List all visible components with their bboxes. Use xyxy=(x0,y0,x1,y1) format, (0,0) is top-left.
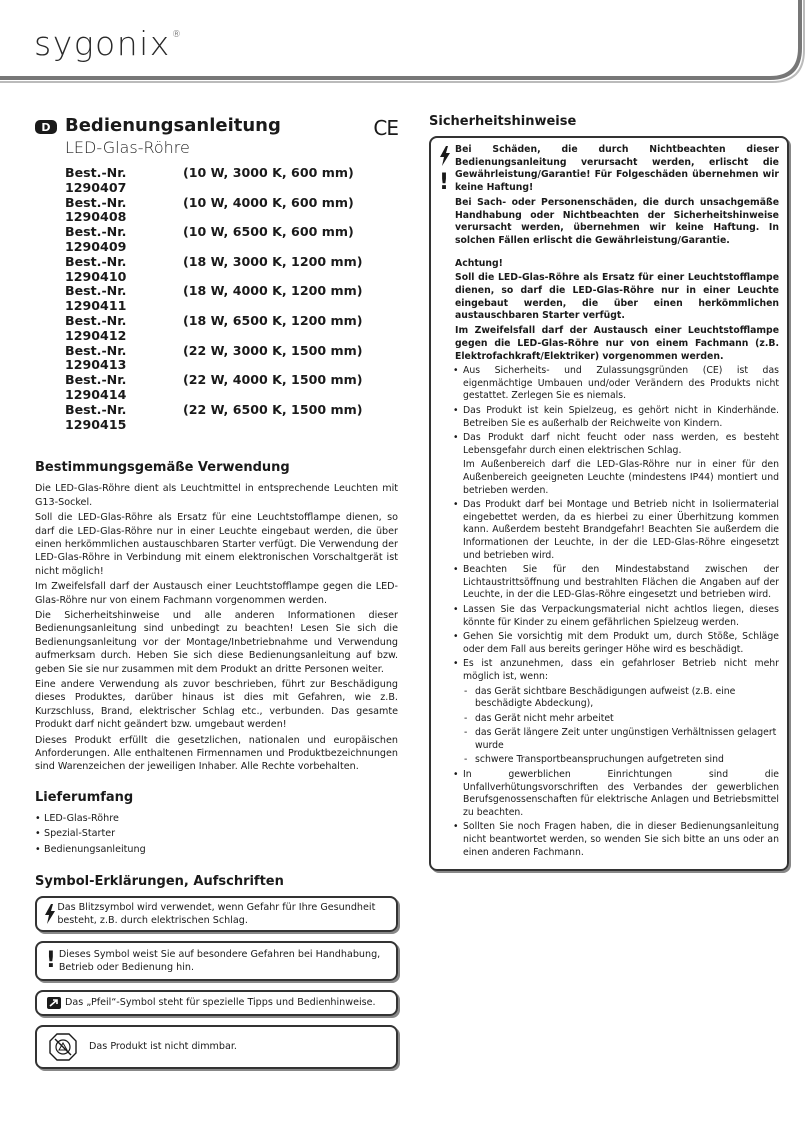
left-column xyxy=(35,114,398,1078)
safety-subparagraph: Im Außenbereich darf die LED-Glas-Röhre nur in einer für den Außenbereich geeigneten Leuchte (mindestens IP44) montiert und betrieben werden. xyxy=(463,459,779,496)
safety-intro: Bei Schäden, die durch Nichtbeachten dieser Bedienungsanleitung verursacht werden, erlischt die Gewährleistung/Garantie! Für Folgeschäden übernehmen wir keine Haftung! xyxy=(455,144,779,194)
usage-paragraph: Die LED-Glas-Röhre dient als Leuchtmittel in entsprechende Leuchten mit G13-Sockel. xyxy=(35,483,398,508)
scope-heading: Lieferumfang xyxy=(35,789,134,805)
safety-item: • Sollten Sie noch Fragen haben, die in dieser Bedienungsanleitung nicht beantwortet werden, so wenden Sie sich bitte an uns oder an einen anderen Fachmann. xyxy=(453,821,779,859)
order-row: Best.-Nr. 1290413 (22 W, 3000 K, 1500 mm) xyxy=(65,342,363,373)
safety-item: • In gewerblichen Einrichtungen sind die Unfallverhütungsvorschriften des Verbandes der gewerblichen Berufsgenossenschaften für elektrische Anlagen und Betriebsmittel zu beachten. xyxy=(453,769,779,819)
exclamation-icon: ! xyxy=(439,170,450,195)
order-row: Best.-Nr. 1290414 (22 W, 4000 K, 1500 mm) xyxy=(65,372,363,402)
order-row: Best.-Nr. 1290408 (10 W, 4000 K, 600 mm) xyxy=(65,194,354,225)
lightning-icon xyxy=(43,904,57,924)
order-row: Best.-Nr. 1290407 (10 W, 3000 K, 600 mm) xyxy=(65,165,354,195)
safety-item: • Lassen Sie das Verpackungsmaterial nicht achtlos liegen, dieses könnte für Kinder zu einem gefährlichen Spielzeug werden. xyxy=(453,604,779,629)
exclamation-symbol-text: Dieses Symbol weist Sie auf besondere Gefahren bei Handhabung, Betrieb oder Bedienung hin. xyxy=(58,948,381,974)
lightning-icon xyxy=(439,146,453,170)
order-row: Best.-Nr. 1290412 (18 W, 6500 K, 1200 mm) xyxy=(65,312,363,343)
safety-item: • Das Produkt darf nicht feucht oder nass werden, es besteht Lebensgefahr durch einen elektrischen Schlag. xyxy=(453,432,779,457)
bolt-symbol-box xyxy=(35,896,398,932)
document-subtitle: LED-Glas-Röhre xyxy=(65,138,190,157)
dimmable-symbol-box xyxy=(35,1025,398,1069)
arrow-symbol-text: Das „Pfeil“-Symbol steht für spezielle Tipps und Bedienhinweise. xyxy=(65,997,376,1009)
usage-paragraph: Soll die LED-Glas-Röhre als Ersatz für eine Leuchtstofflampe dienen, so darf die LED-Glas-Röhre nur in einer Leuchte eingebaut werden, die über einen herkömmlichen austauschbaren Starter verfügt. Die Verwendung der LED-Glas-Röhre in Verbindung mit einem elektronischen Vorschaltgerät ist nicht möglich! xyxy=(35,512,398,577)
order-row: Best.-Nr. 1290409 (10 W, 6500 K, 600 mm) xyxy=(65,224,354,254)
attention-text: Im Zweifelsfall darf der Austausch einer Leuchtstofflampe gegen die LED-Glas-Röhre nur von einem Fachmann (z.B. Elektrofachkraft/Elektriker) vorgenommen werden. xyxy=(455,325,779,362)
order-row: Best.-Nr. 1290415 (22 W, 6500 K, 1500 mm) xyxy=(65,401,363,432)
safety-item: • Das Produkt ist kein Spielzeug, es gehört nicht in Kinderhände. Betreiben Sie es außerhalb der Reichweite von Kindern. xyxy=(453,405,779,430)
ce-mark: CE xyxy=(373,116,398,140)
usage-paragraph: Im Zweifelsfall darf der Austausch einer Leuchtstofflampe gegen die LED-Glas-Röhre nur von einem Fachmann vorgenommen werden. xyxy=(35,581,398,606)
safety-item: • Aus Sicherheits- und Zulassungsgründen (CE) ist das eigenmächtige Umbauen und/oder Verändern des Produkts nicht gestattet. Zerlegen Sie es niemals. xyxy=(453,365,779,403)
right-column xyxy=(429,114,789,871)
brand-logo: sygonix® xyxy=(34,24,183,63)
safety-subitem: - schwere Transportbeanspruchungen aufgetreten sind xyxy=(463,754,779,767)
attention-label: Achtung! xyxy=(455,257,503,269)
symbols-heading: Symbol-Erklärungen, Aufschriften xyxy=(35,874,284,890)
arrow-symbol-box xyxy=(35,990,398,1016)
safety-heading: Sicherheitshinweise xyxy=(429,114,577,129)
arrow-icon xyxy=(43,997,65,1009)
safety-subitem: - das Gerät sichtbare Beschädigungen aufweist (z.B. eine beschädigte Abdeckung), xyxy=(463,686,779,711)
list-item: • LED-Glas-Röhre xyxy=(35,812,398,825)
dimmable-symbol-text: Das Produkt ist nicht dimmbar. xyxy=(89,1041,237,1053)
safety-box xyxy=(429,136,789,871)
usage-heading: Bestimmungsgemäße Verwendung xyxy=(35,460,290,476)
safety-subitem: - das Gerät nicht mehr arbeitet xyxy=(463,713,779,726)
order-row: Best.-Nr. 1290411 (18 W, 4000 K, 1200 mm) xyxy=(65,283,363,314)
language-badge: D xyxy=(35,120,57,134)
document-title: Bedienungsanleitung xyxy=(65,115,281,136)
safety-subitem: - das Gerät längere Zeit unter ungünstigen Verhältnissen gelagert wurde xyxy=(463,727,779,752)
usage-paragraph: Dieses Produkt erfüllt die gesetzlichen, nationalen und europäischen Anforderungen. Alle enthaltenen Firmennamen und Produktbezeichnungen sind Warenzeichen der jeweiligen Inhaber. Alle Rechte vorbehalten. xyxy=(35,734,398,773)
usage-paragraph: Eine andere Verwendung als zuvor beschrieben, führt zur Beschädigung dieses Produktes, darüber hinaus ist dies mit Gefahren, wie z.B. Kurzschluss, Brand, elektrischer Schlag etc., verbunden. Das gesamte Produkt darf nicht geändert bzw. umgebaut werden! xyxy=(35,679,398,731)
safety-icons xyxy=(439,146,453,194)
not-dimmable-icon xyxy=(43,1033,83,1061)
safety-intro: Bei Sach- oder Personenschäden, die durch unsachgemäße Handhabung oder Nichtbeachten der Sicherheitshinweise verursacht werden, übernehmen wir keine Haftung. In solchen Fällen erlischt die Gewährleistung/Garantie. xyxy=(455,196,779,246)
attention-text: Soll die LED-Glas-Röhre als Ersatz für einer Leuchtstofflampe dienen, so darf die LED-Glas-Röhre nur in einer Leuchte eingebaut werden, die über einen herkömmlichen austauschbaren Starter verfügt. xyxy=(455,272,779,322)
safety-item: • Das Produkt darf bei Montage und Betrieb nicht in Isoliermaterial eingebettet werden, da es hierbei zu einer Überhitzung kommen kann. Außerdem besteht Brandgefahr! Beachten Sie außerdem die Informationen der Leuchte, in der die LED-Glas-Röhre eingesetzt und betrieben wird. xyxy=(453,499,779,562)
bolt-symbol-text: Das Blitzsymbol wird verwendet, wenn Gefahr für Ihre Gesundheit besteht, z.B. durch elektrischen Schlag. xyxy=(57,901,376,927)
usage-paragraph: Die Sicherheitshinweise und alle anderen Informationen dieser Bedienungsanleitung sind unbedingt zu beachten! Lesen Sie sich die Bedienungsanleitung vor der Montage/Inbetriebnahme und Verwendung aufmerksam durch. Heben Sie sich diese Bedienungsanleitung auf bzw. geben Sie sie nur zusammen mit dem Produkt an dritte Personen weiter. xyxy=(35,610,398,675)
safety-item: • Es ist anzunehmen, dass ein gefahrloser Betrieb nicht mehr möglich ist, wenn: xyxy=(453,658,779,683)
list-item: • Spezial-Starter xyxy=(35,827,398,840)
list-item: • Bedienungsanleitung xyxy=(35,843,398,856)
order-numbers xyxy=(65,166,398,432)
exclamation-symbol-box xyxy=(35,941,398,981)
safety-item: • Gehen Sie vorsichtig mit dem Produkt um, durch Stöße, Schläge oder dem Fall aus bereits geringer Höhe wird es beschädigt. xyxy=(453,631,779,656)
order-row: Best.-Nr. 1290410 (18 W, 3000 K, 1200 mm) xyxy=(65,253,363,284)
title-row xyxy=(35,114,398,138)
exclamation-icon: ! xyxy=(45,948,56,974)
safety-item: • Beachten Sie für den Mindestabstand zwischen der Lichtaustrittsöffnung und bestrahlten Flächen die Angaben auf der Leuchte, in der die LED-Glas-Röhre eingesetzt und betrieben wird. xyxy=(453,564,779,602)
